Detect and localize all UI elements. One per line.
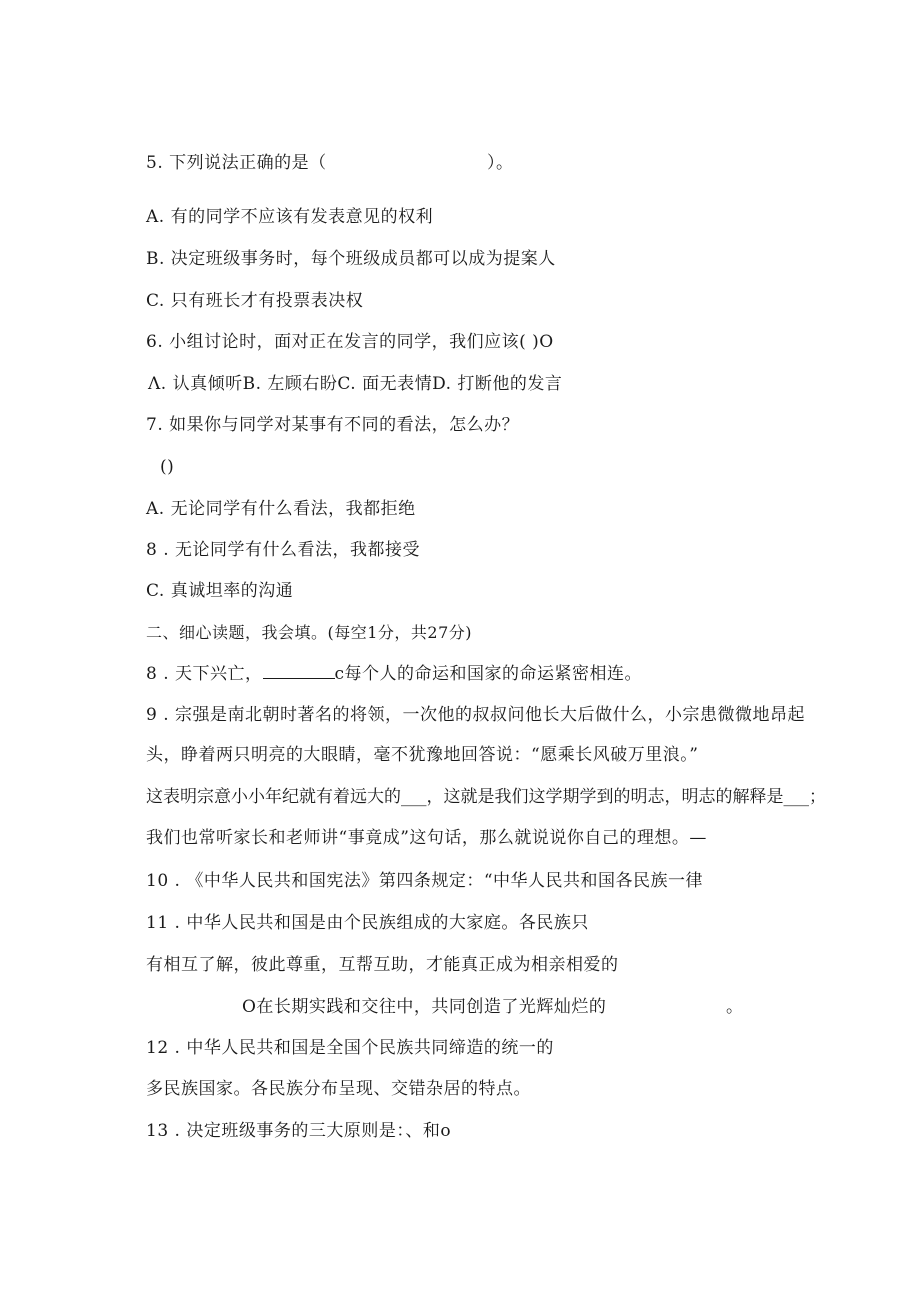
q7-option-c: C. 真诚坦率的沟通 <box>146 581 294 601</box>
q5-option-b: B. 决定班级事务时，每个班级成员都可以成为提案人 <box>146 249 556 269</box>
q8-blank <box>263 662 335 679</box>
q11-line-3: O在长期实践和交往中，共同创造了光辉灿烂的 <box>242 997 607 1017</box>
q11-line-2: 有相互了解，彼此尊重，互帮互助，才能真正成为相亲相爱的 <box>146 955 619 975</box>
q5-stem-end: ）。 <box>487 153 514 173</box>
q13-line: 13 . 决定班级事务的三大原则是：、和o <box>146 1121 452 1141</box>
q5-stem <box>146 152 327 174</box>
q12-line-1: 12 . 中华人民共和国是全国个民族共同缔造的统一的 <box>146 1038 554 1058</box>
q7-paren: () <box>160 457 175 477</box>
q8-text-b: c每个人的命运和国家的命运紧密相连。 <box>334 664 643 684</box>
q5-option-c: C. 只有班长才有投票表决权 <box>146 291 364 311</box>
q7-option-b: 8 . 无论同学有什么看法，我都接受 <box>146 540 421 560</box>
q12-line-2: 多民族国家。各民族分布呈现、交错杂居的特点。 <box>146 1079 531 1099</box>
q10-line: 10 . 《中华人民共和国宪法》第四条规定：“中华人民共和国各民族一律 <box>146 871 704 891</box>
q11-line-1: 11 . 中华人民共和国是由个民族组成的大家庭。各民族只 <box>146 913 589 933</box>
q7-stem: 7. 如果你与同学对某事有不同的看法，怎么办？ <box>146 415 520 435</box>
q9-line-3: 这表明宗意小小年纪就有着远大的___，这就是我们这学期学到的明志，明志的解释是___； <box>146 787 826 807</box>
q8-text-a: 8 . 天下兴亡， <box>146 664 263 684</box>
q9-line-2: 头，睁着两只明亮的大眼睛，毫不犹豫地回答说：“愿乘长风破万里浪。” <box>146 745 699 765</box>
q5-option-a: A. 有的同学不应该有发表意见的权利 <box>146 207 434 227</box>
section-2-title: 二、细心读题，我会填。(每空1分，共27分) <box>146 623 473 642</box>
q6-stem: 6. 小组讨论时，面对正在发言的同学，我们应该( )O <box>146 332 554 352</box>
q5-stem-text: 5. 下列说法正确的是（ <box>146 153 327 173</box>
q7-option-a: A. 无论同学有什么看法，我都拒绝 <box>146 499 416 519</box>
q6-options: Λ. 认真倾听B. 左顾右盼C. 面无表情D. 打断他的发言 <box>148 374 563 394</box>
q11-line-3-end: 。 <box>726 997 744 1017</box>
q9-line-4: 我们也常听家长和老师讲“事竟成”这句话，那么就说说你自己的理想。— <box>146 828 707 848</box>
q9-line-1: 9 . 宗强是南北朝时著名的将领，一次他的叔叔问他长大后做什么，小宗患微微地昂起 <box>146 705 806 725</box>
q8-line <box>146 662 642 685</box>
